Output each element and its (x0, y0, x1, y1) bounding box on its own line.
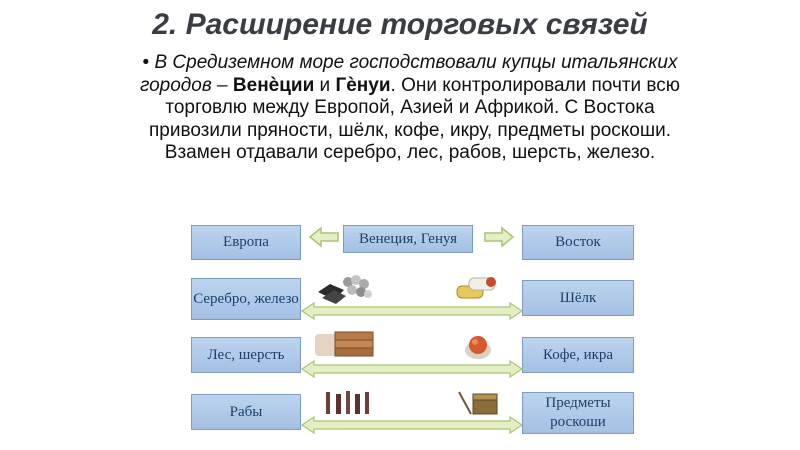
box-venice-genoa: Венеция, Генуя (343, 225, 473, 253)
city-venice: Венѐции (232, 74, 315, 96)
double-arrow-icon (300, 360, 524, 378)
wood-wool-image (313, 326, 377, 360)
slaves-image (322, 388, 378, 418)
double-arrow-icon (300, 416, 524, 434)
box-slaves: Рабы (191, 394, 301, 430)
body-paragraph (132, 52, 688, 165)
box-coffee-caviar: Кофе, икра (522, 337, 634, 373)
city-genoa: Гѐнуи (335, 74, 391, 96)
luxury-goods-image (455, 388, 503, 418)
silk-image (455, 272, 501, 302)
arrow-right-icon (483, 226, 515, 248)
bullet: • (142, 52, 150, 73)
paragraph-rest: . Они контролировали почти всю торговлю между Европой, Азией и Африкой. С Востока привозили пряности, шёлк, кофе, икру, предметы роскоши. Взамен отдавали серебро, лес, рабов, шерсть, железо. (148, 74, 681, 163)
box-silk: Шёлк (522, 280, 634, 316)
slide-title: 2. Расширение торговых связей (152, 8, 648, 41)
silver-iron-image (316, 270, 376, 306)
paragraph-intro: В Средиземном море господствовали купцы итальянских городов – (139, 52, 678, 96)
arrow-left-icon (308, 226, 340, 248)
box-silver-iron: Серебро, железо (191, 278, 301, 320)
paragraph-and: и (314, 74, 336, 96)
coffee-caviar-image (462, 330, 494, 362)
box-luxury-goods: Предметы роскоши (522, 392, 634, 434)
box-east: Восток (522, 225, 634, 260)
box-wood-wool: Лес, шерсть (191, 337, 301, 373)
box-europe: Европа (191, 225, 301, 260)
